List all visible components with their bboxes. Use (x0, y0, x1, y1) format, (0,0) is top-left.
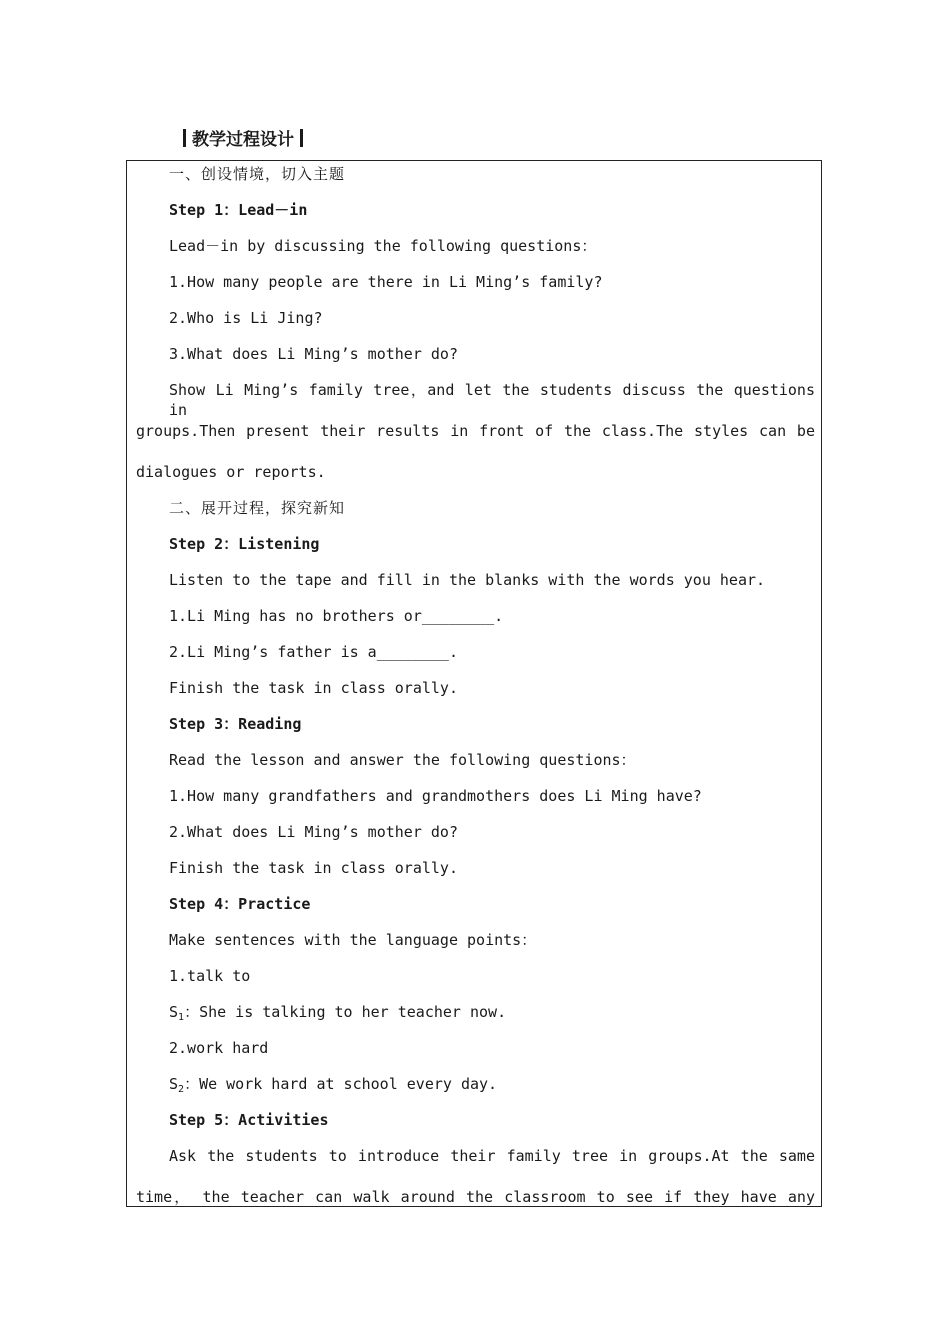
heading-left-bar (183, 129, 186, 147)
text-line: Make sentences with the language points： (169, 931, 537, 949)
paragraph-line: Show Li Ming’s family tree，and let the students discuss the questions in (169, 381, 815, 419)
step-2-title: Step 2：Listening (169, 535, 320, 553)
blank-line: 2.Li Ming’s father is a________. (169, 643, 458, 661)
step-1-title: Step 1：Lead－in (169, 201, 308, 219)
question-line: 1.How many people are there in Li Ming’s family? (169, 273, 603, 291)
question-line: 1.How many grandfathers and grandmothers does Li Ming have? (169, 787, 702, 805)
speaker-index: 2 (178, 1084, 185, 1095)
blank-line: 1.Li Ming has no brothers or________. (169, 607, 504, 625)
point-line: 2.work hard (169, 1039, 269, 1057)
heading-right-bar (300, 129, 303, 147)
section-title-1: 一、创设情境，切入主题 (169, 165, 346, 183)
text-line: Finish the task in class orally. (169, 679, 458, 697)
question-line: 2.Who is Li Jing? (169, 309, 323, 327)
text-line: Lead－in by discussing the following questions： (169, 237, 597, 255)
point-line: 1.talk to (169, 967, 251, 985)
content-box (126, 160, 822, 1207)
paragraph-line: dialogues or reports. (136, 463, 326, 481)
paragraph-line: time， the teacher can walk around the classroom to see if they have any (136, 1188, 815, 1206)
example-line (169, 1074, 497, 1100)
example-text: ：We work hard at school every day. (184, 1075, 498, 1093)
step-4-title: Step 4：Practice (169, 895, 311, 913)
example-text: ：She is talking to her teacher now. (184, 1003, 507, 1021)
step-5-title: Step 5：Activities (169, 1111, 329, 1129)
speaker-index: 1 (178, 1012, 185, 1023)
text-line: Read the lesson and answer the following questions： (169, 751, 636, 769)
speaker-letter: S (169, 1003, 179, 1021)
heading-text: 教学过程设计 (192, 130, 294, 150)
question-line: 2.What does Li Ming’s mother do? (169, 823, 458, 841)
text-line: Listen to the tape and fill in the blanks with the words you hear. (169, 571, 766, 589)
paragraph-line: Ask the students to introduce their family tree in groups.At the same (169, 1147, 815, 1165)
section-heading (183, 125, 303, 150)
example-line (169, 1002, 506, 1028)
step-3-title: Step 3：Reading (169, 715, 302, 733)
text-line: Finish the task in class orally. (169, 859, 458, 877)
question-line: 3.What does Li Ming’s mother do? (169, 345, 458, 363)
speaker-letter: S (169, 1075, 179, 1093)
paragraph-line: groups.Then present their results in front of the class.The styles can be (136, 422, 815, 440)
section-title-2: 二、展开过程，探究新知 (169, 499, 346, 517)
